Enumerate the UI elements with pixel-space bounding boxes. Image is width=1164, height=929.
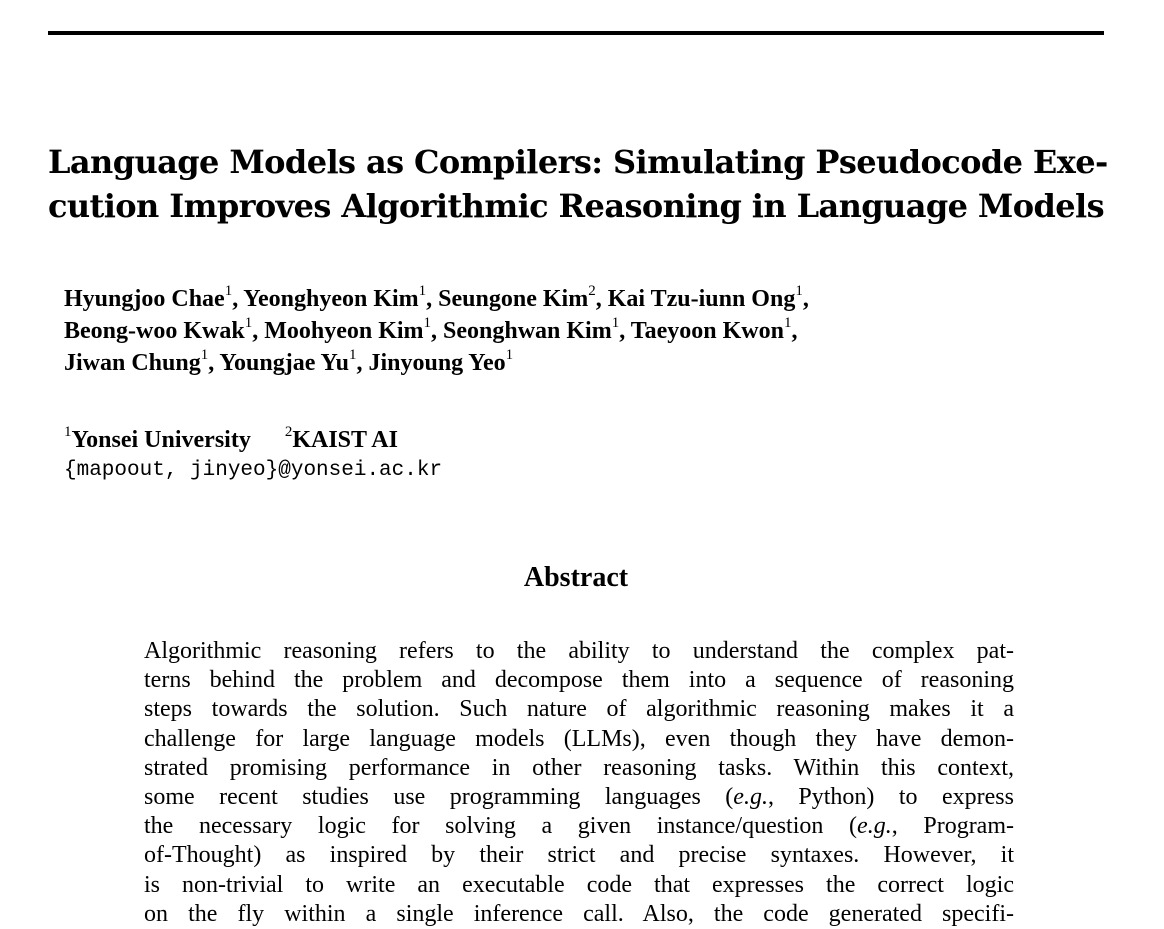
author-name: Hyungjoo Chae xyxy=(64,286,225,312)
author xyxy=(64,347,209,376)
abstract-line xyxy=(144,783,1014,812)
affiliation-mark: 2 xyxy=(588,283,596,299)
author xyxy=(438,283,596,312)
author-list xyxy=(64,283,1064,379)
abstract-line xyxy=(144,841,1014,870)
author xyxy=(443,315,620,344)
author-name: Jinyoung Yeo xyxy=(368,350,506,376)
top-rule xyxy=(48,31,1104,35)
author xyxy=(607,283,803,312)
author-name: Moohyeon Kim xyxy=(264,318,424,344)
author-name: Taeyoon Kwon xyxy=(630,318,784,344)
contact-email: {mapoout, jinyeo}@yonsei.ac.kr xyxy=(64,459,443,482)
affiliation-name: KAIST AI xyxy=(292,427,398,453)
author-name: Seungone Kim xyxy=(438,286,589,312)
abstract-text: of-Thought) as inspired by their strict and precise syntaxes. However, it xyxy=(144,842,1014,869)
abstract-line xyxy=(144,666,1014,695)
affiliation-name: Yonsei University xyxy=(71,427,251,453)
author xyxy=(243,283,427,312)
abstract-line xyxy=(144,637,1014,666)
author-name: Beong-woo Kwak xyxy=(64,318,245,344)
author xyxy=(368,347,514,376)
affiliation xyxy=(64,424,251,456)
paper-title xyxy=(48,140,1108,228)
affiliation-mark: 1 xyxy=(611,315,620,331)
abstract-line xyxy=(144,812,1014,841)
author xyxy=(630,315,792,344)
affiliation-list xyxy=(64,424,398,456)
affiliation-mark: 1 xyxy=(783,315,792,331)
abstract-line xyxy=(144,695,1014,724)
abstract-body xyxy=(144,637,1014,929)
abstract-line xyxy=(144,871,1014,900)
author-name: Youngjae Yu xyxy=(219,350,349,376)
affiliation-mark: 1 xyxy=(418,283,427,299)
author-name: Yeonghyeon Kim xyxy=(243,286,419,312)
affiliation-mark: 1 xyxy=(795,283,803,299)
abstract-text: the necessary logic for solving a given instance/question ( xyxy=(144,813,858,840)
author-name: Kai Tzu-iunn Ong xyxy=(607,286,796,312)
abstract-text: steps towards the solution. Such nature of algorithmic reasoning makes it a xyxy=(144,696,1014,723)
abstract-line xyxy=(144,754,1014,783)
abstract-line xyxy=(144,725,1014,754)
abstract-text: , Python) to express xyxy=(767,784,1014,811)
author xyxy=(64,283,233,312)
affiliation xyxy=(285,424,398,456)
author-line-2: Beong-woo Kwak$^1$, Moohyeon Kim$^1$, Seonghwan Kim$^1$, Taeyoon Kwon$^1$, xyxy=(64,315,798,344)
title-line-1: Language Models as Compilers: Simulating Pseudocode Exe- xyxy=(48,143,1108,181)
affiliation-mark: 1 xyxy=(244,315,253,331)
abstract-text: challenge for large language models (LLMs), even though they have demon- xyxy=(144,725,1014,752)
abstract-heading: Abstract xyxy=(523,562,629,593)
affiliation-mark: 2 xyxy=(284,424,293,440)
author xyxy=(264,315,432,344)
abstract-italic-text: e.g. xyxy=(733,784,768,811)
author-name: Seonghwan Kim xyxy=(443,318,612,344)
affiliation-mark: 1 xyxy=(200,347,209,363)
abstract-line xyxy=(144,900,1014,929)
affiliation-mark: 1 xyxy=(348,347,357,363)
affiliation-mark: 1 xyxy=(64,424,72,440)
author-line-1: Hyungjoo Chae$^1$, Yeonghyeon Kim$^1$, Seungone Kim$^2$, Kai Tzu-iunn Ong$^1$, xyxy=(64,283,809,312)
abstract-text: some recent studies use programming languages ( xyxy=(144,784,734,811)
abstract-text: is non-trivial to write an executable code that expresses the correct logic xyxy=(144,871,1014,898)
author-name: Jiwan Chung xyxy=(64,350,201,376)
affiliation-mark: 1 xyxy=(505,347,514,363)
title-line-2: cution Improves Algorithmic Reasoning in Language Models xyxy=(48,187,1104,225)
abstract-text: terns behind the problem and decompose them into a sequence of reasoning xyxy=(144,667,1014,694)
abstract-italic-text: e.g. xyxy=(857,813,892,840)
abstract-text: on the fly within a single inference call. Also, the code generated specifi- xyxy=(144,900,1014,927)
abstract-text: , Program- xyxy=(891,813,1014,840)
author-line-3: Jiwan Chung$^1$, Youngjae Yu$^1$, Jinyoung Yeo$^1$ xyxy=(64,347,514,376)
abstract-text: strated promising performance in other reasoning tasks. Within this context, xyxy=(144,754,1014,781)
author xyxy=(219,347,357,376)
abstract-text: Algorithmic reasoning refers to the ability to understand the complex pat- xyxy=(144,638,1014,664)
author xyxy=(64,315,253,344)
affiliation-mark: 1 xyxy=(423,315,432,331)
affiliation-mark: 1 xyxy=(224,283,233,299)
